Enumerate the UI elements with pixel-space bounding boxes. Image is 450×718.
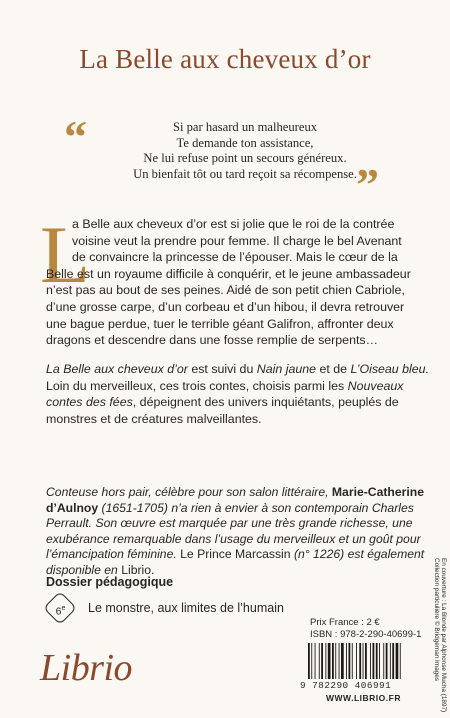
author-line: Perrault. Son œuvre est marquée par une très grande richesse, une bbox=[46, 516, 413, 531]
barcode-bar bbox=[341, 643, 344, 679]
contents-text: est suivi du bbox=[187, 362, 257, 376]
barcode-bar bbox=[339, 643, 340, 679]
barcode-icon bbox=[306, 643, 414, 679]
barcode-bar bbox=[392, 643, 394, 679]
barcode-bar bbox=[356, 643, 357, 679]
barcode-bar bbox=[328, 643, 331, 679]
barcode-bar bbox=[386, 643, 388, 679]
barcode-number: 9 782290 406991 bbox=[300, 680, 392, 691]
close-quote-mark: ” bbox=[356, 159, 379, 210]
summary-line: d’une grosse carpe, d’un corbeau et d’un hibou, il devra retrouver bbox=[46, 299, 405, 314]
barcode-bar bbox=[379, 643, 380, 679]
summary-line: dragons et descendre dans une fosse remplie de serpents… bbox=[46, 333, 378, 348]
barcode-bar bbox=[325, 643, 326, 679]
barcode-bar bbox=[363, 643, 364, 679]
contents-text: , dépeignent des univers inquiétants, peuplés de bbox=[132, 395, 399, 410]
work-title: L’Oiseau bleu. bbox=[350, 362, 430, 376]
barcode-bar bbox=[321, 643, 323, 679]
barcode-bar bbox=[373, 643, 375, 679]
summary-paragraph bbox=[46, 216, 416, 349]
credit-line: En couverture : La Blonde par Alphonse Mucha (1897) bbox=[440, 558, 447, 713]
author-text: Conteuse hors pair, célèbre pour son salon littéraire, bbox=[46, 485, 332, 499]
author-text: (n° 1226) est également bbox=[290, 547, 425, 562]
author-paragraph bbox=[46, 485, 425, 579]
credit-line: Collection particulière © Bridgeman Images bbox=[433, 558, 441, 681]
barcode-bar bbox=[390, 643, 391, 679]
barcode-bar bbox=[370, 643, 371, 679]
barcode-bar bbox=[376, 643, 378, 679]
book-title: La Belle aux cheveux d’or bbox=[79, 44, 371, 74]
contents-line: monstres et de créatures malveillantes. bbox=[46, 411, 262, 426]
website-url: WWW.LIBRIO.FR bbox=[326, 693, 401, 703]
barcode-bar bbox=[359, 643, 361, 679]
grade-number: 6 bbox=[55, 605, 62, 618]
epigraph-line: Ne lui refuse point un secours généreux. bbox=[143, 151, 347, 165]
work-title: Le Prince Marcassin bbox=[180, 547, 291, 562]
summary-line: de convaincre la princesse de l’épouser. Mais le cœur de la bbox=[72, 250, 398, 265]
epigraph-line: Te demande ton assistance, bbox=[176, 135, 314, 150]
isbn-label: ISBN : 978-2-290-40699-1 bbox=[310, 629, 422, 640]
barcode-bar bbox=[352, 643, 353, 679]
publisher-logo: Librio bbox=[40, 647, 133, 689]
epigraph-line: Si par hasard un malheureux bbox=[172, 120, 318, 134]
dossier-description: Le monstre, aux limites de l’humain bbox=[88, 601, 284, 615]
author-line bbox=[46, 547, 425, 563]
barcode-bar bbox=[311, 643, 312, 679]
barcode-bar bbox=[315, 643, 316, 679]
author-text: l’émancipation féminine. bbox=[46, 547, 181, 562]
summary-line: voisine veut la prendre pour femme. Il charge le bel Avenant bbox=[72, 233, 402, 248]
barcode-bar bbox=[335, 643, 336, 679]
grade-label bbox=[48, 596, 73, 621]
barcode-bar bbox=[332, 643, 334, 679]
contents-text: Loin du merveilleux, ces trois contes, choisis parmi les bbox=[46, 378, 348, 393]
author-line: exubérance remarquable dans l’usage du merveilleux et un goût pour bbox=[46, 531, 421, 546]
contents-paragraph bbox=[46, 361, 430, 427]
epigraph bbox=[120, 120, 370, 182]
author-line bbox=[46, 501, 416, 517]
dossier-title: Dossier pédagogique bbox=[46, 575, 174, 589]
contents-line bbox=[46, 378, 416, 395]
contents-line bbox=[46, 361, 430, 378]
summary-line: n’est pas au bout de ses peines. Aidé de son petit chien Cabriole, bbox=[46, 283, 405, 298]
work-title: contes des fées bbox=[46, 395, 133, 410]
barcode-bar bbox=[319, 643, 320, 679]
drop-cap: L bbox=[40, 209, 91, 300]
barcode-bar bbox=[308, 643, 310, 679]
publisher-name: Librio. bbox=[121, 562, 155, 577]
barcode-bar bbox=[349, 643, 351, 679]
barcode-bar bbox=[400, 643, 401, 679]
author-name: d’Aulnoy bbox=[46, 500, 99, 515]
barcode-bar bbox=[365, 643, 367, 679]
work-title: Nain jaune bbox=[256, 362, 317, 376]
open-quote-mark: “ bbox=[64, 111, 87, 162]
grade-suffix: e bbox=[61, 605, 66, 612]
barcode-bar bbox=[383, 643, 384, 679]
price-label: Prix France : 2 € bbox=[310, 617, 380, 628]
work-title: La Belle aux cheveux d’or bbox=[46, 362, 188, 376]
author-name: Marie-Catherine bbox=[331, 485, 424, 499]
author-line bbox=[46, 485, 424, 501]
epigraph-line: Un bienfait tôt ou tard reçoit sa récompense. bbox=[133, 166, 357, 181]
price-info bbox=[310, 617, 421, 641]
summary-line: a Belle aux cheveux d’or est si jolie que le roi de la contrée bbox=[72, 217, 395, 231]
barcode-bar bbox=[346, 643, 347, 679]
author-text: (1651-1705) n’a rien à envier à son contemporain Charles bbox=[98, 500, 414, 515]
work-title: Nouveaux bbox=[347, 378, 404, 393]
contents-text: et de bbox=[316, 362, 351, 376]
contents-line bbox=[46, 394, 416, 411]
summary-line: une bague perdue, tuer le terrible géant Galifron, affronter deux bbox=[46, 316, 394, 331]
author-text: disponible en bbox=[46, 562, 122, 577]
cover-credits bbox=[426, 558, 447, 713]
barcode-bar bbox=[396, 643, 399, 679]
summary-line: Belle est un royaume difficile à conquérir, et le jeune ambassadeur bbox=[46, 266, 411, 281]
